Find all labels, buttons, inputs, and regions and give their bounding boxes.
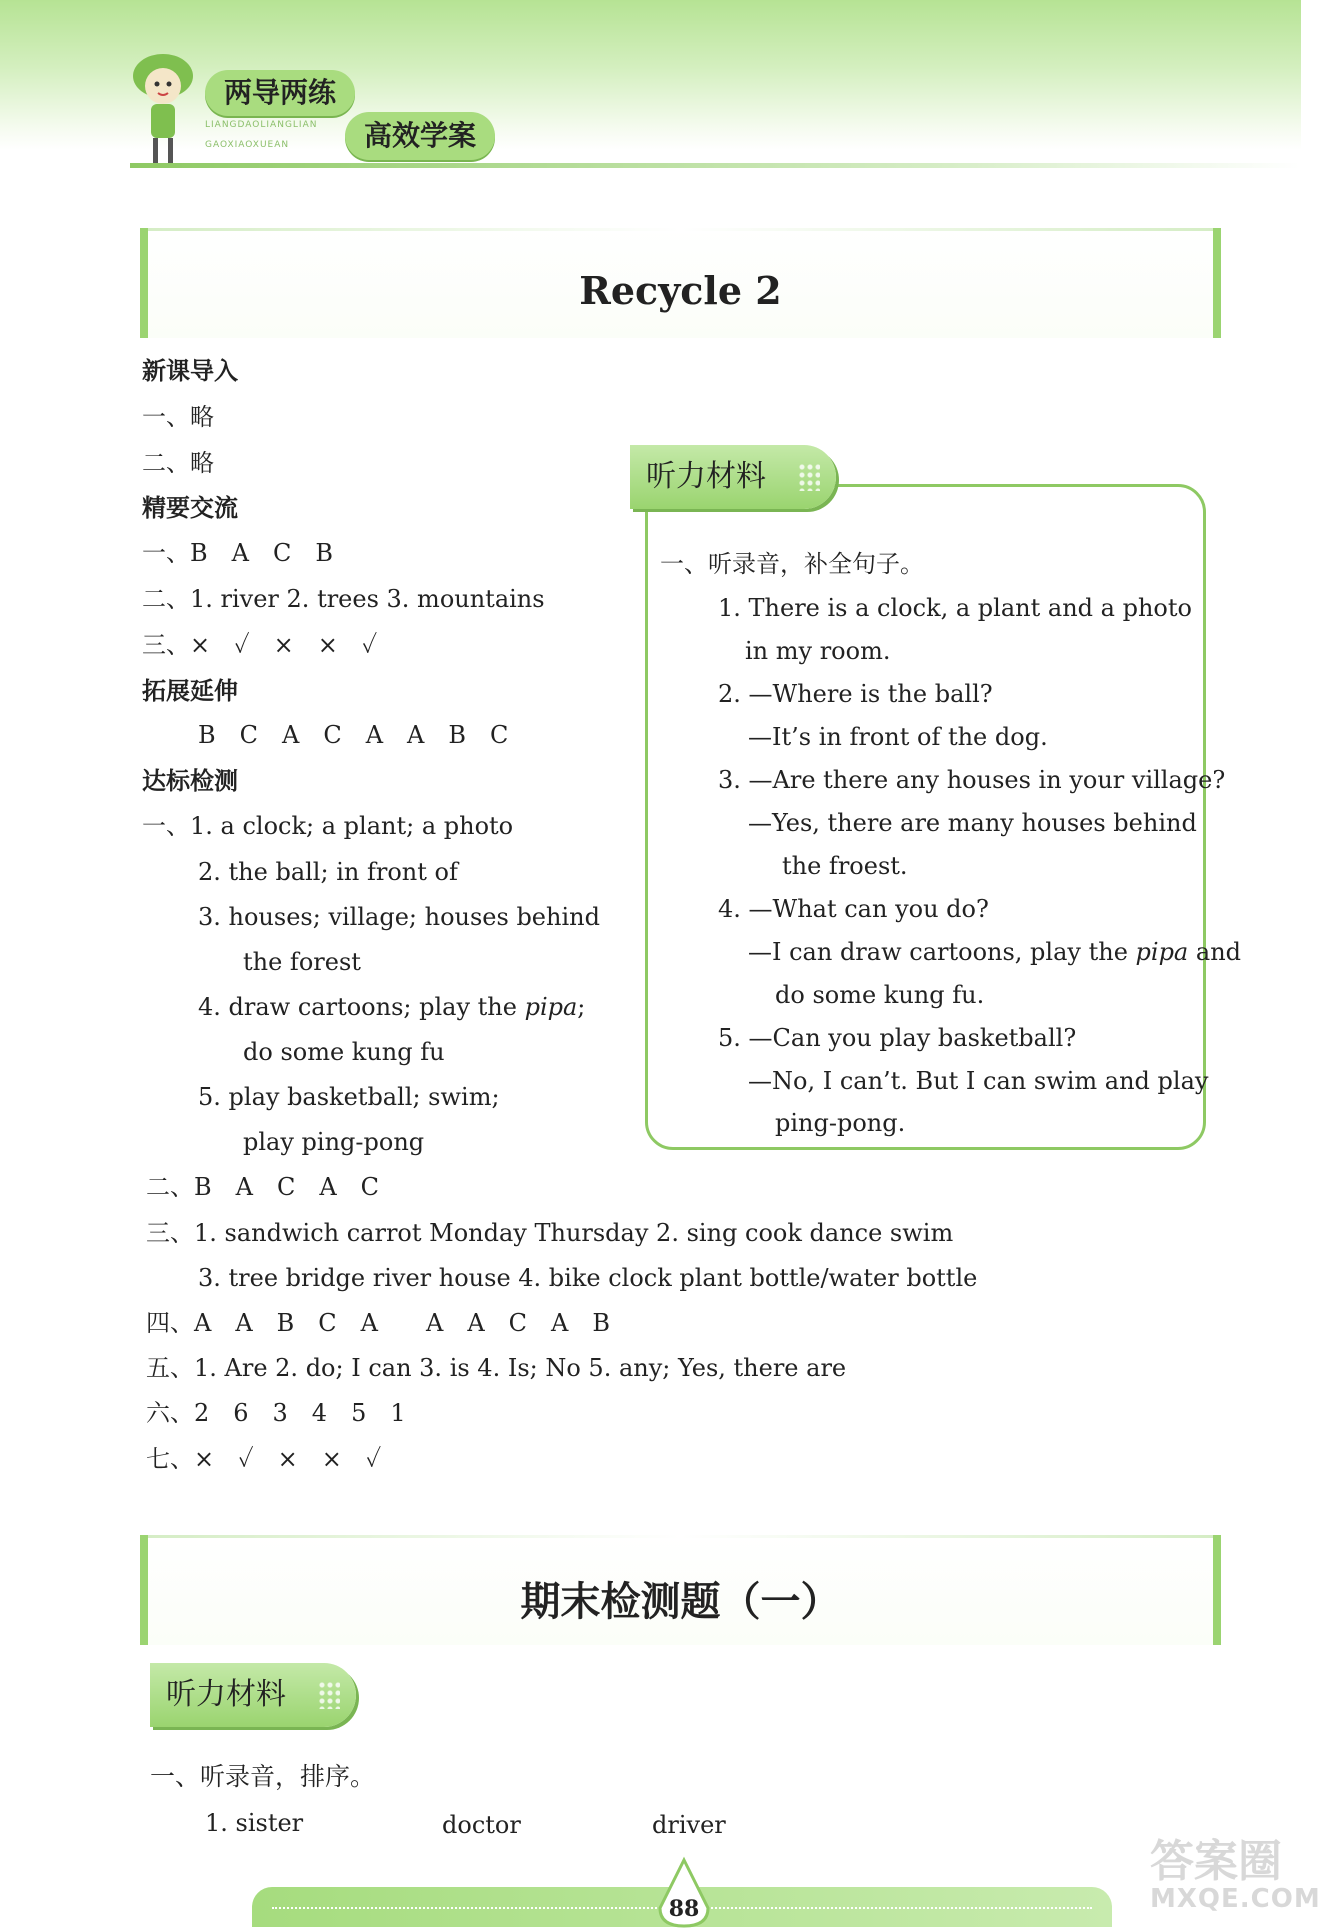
answer-line: 2. the ball; in front of [198, 858, 458, 886]
answer-line: 5. play basketball; swim; [198, 1083, 500, 1111]
page-number: 88 [668, 1896, 700, 1922]
exercise-instruction: 一、听录音，排序。 [150, 1762, 376, 1791]
answer-line: 三、× ✓ × × ✓ [142, 631, 378, 659]
exercise-item: doctor [442, 1811, 521, 1839]
answer-line: 一、B A C B [142, 539, 333, 567]
section-title-box [140, 228, 1221, 338]
watermark-line2: MXQE.COM [1150, 1884, 1321, 1914]
arrow-dots-icon [318, 1681, 340, 1709]
section-title: 期末检测题（一） [520, 1579, 841, 1625]
brand-pinyin-line1: LIANGDAOLIANGLIAN [205, 120, 318, 130]
heading-extension: 拓展延伸 [142, 677, 238, 705]
listening-material-tab [630, 445, 836, 509]
listening-material-tab [150, 1663, 356, 1727]
listening-line: —No, I can’t. But I can swim and play [748, 1067, 1209, 1095]
listening-line: —It’s in front of the dog. [748, 723, 1048, 751]
answer-line: 3. houses; village; houses behind [198, 903, 600, 931]
answer-line: do some kung fu [243, 1038, 445, 1066]
listening-line: 1. There is a clock, a plant and a photo [718, 594, 1192, 622]
section-title-box [140, 1535, 1221, 1645]
brand-title-line1: 两导两练 [205, 70, 355, 116]
answer-line: 三、1. sandwich carrot Monday Thursday 2. sing cook dance swim [146, 1219, 954, 1247]
listening-line: —Yes, there are many houses behind [748, 809, 1197, 837]
exercise-item: driver [652, 1811, 726, 1839]
heading-intro: 新课导入 [142, 357, 238, 385]
answer-line: the forest [243, 948, 361, 976]
header-rule [130, 163, 1300, 168]
answer-line: 4. draw cartoons; play the pipa; [198, 993, 586, 1021]
listening-line: 3. —Are there any houses in your village? [718, 766, 1226, 794]
answer-line: 七、× ✓ × × ✓ [146, 1445, 382, 1473]
listening-line: do some kung fu. [775, 981, 985, 1009]
answer-line: 一、略 [142, 403, 214, 431]
watermark [1150, 1836, 1321, 1927]
heading-test: 达标检测 [142, 767, 238, 795]
exercise-item: 1. sister [205, 1809, 304, 1837]
brand-title-line2: 高效学案 [345, 112, 495, 160]
answer-line: 四、A A B C A A A C A B [146, 1309, 610, 1337]
listening-line: 2. —Where is the ball? [718, 680, 993, 708]
listening-line: in my room. [745, 637, 891, 665]
mascot-icon [118, 48, 208, 168]
answer-line: 二、B A C A C [146, 1173, 380, 1201]
answer-line: 3. tree bridge river house 4. bike clock plant bottle/water bottle [198, 1264, 978, 1292]
listening-tab-label: 听力材料 [166, 1677, 286, 1712]
answer-line: 二、略 [142, 449, 214, 477]
listening-line: ping-pong. [775, 1109, 906, 1137]
arrow-dots-icon [798, 463, 820, 491]
listening-line: the froest. [782, 852, 908, 880]
brand-pinyin-line2: GAOXIAOXUEAN [205, 140, 290, 150]
listening-line: —I can draw cartoons, play the pipa and [748, 938, 1242, 966]
heading-exchange: 精要交流 [142, 494, 238, 522]
listening-tab-label: 听力材料 [646, 459, 766, 494]
listening-line: 一、听录音，补全句子。 [660, 550, 924, 578]
answer-line: 一、1. a clock; a plant; a photo [142, 812, 514, 840]
answer-line: 二、1. river 2. trees 3. mountains [142, 585, 545, 613]
listening-line: 5. —Can you play basketball? [718, 1024, 1077, 1052]
answer-line: 五、1. Are 2. do; I can 3. is 4. Is; No 5. any; Yes, there are [146, 1354, 847, 1382]
answer-line: B C A C A A B C [198, 721, 509, 749]
answer-line: 六、2 6 3 4 5 1 [146, 1399, 406, 1427]
section-title: Recycle 2 [579, 268, 782, 313]
listening-line: 4. —What can you do? [718, 895, 989, 923]
answer-line: play ping-pong [243, 1128, 425, 1156]
watermark-line1: 答案圈 [1150, 1836, 1282, 1887]
